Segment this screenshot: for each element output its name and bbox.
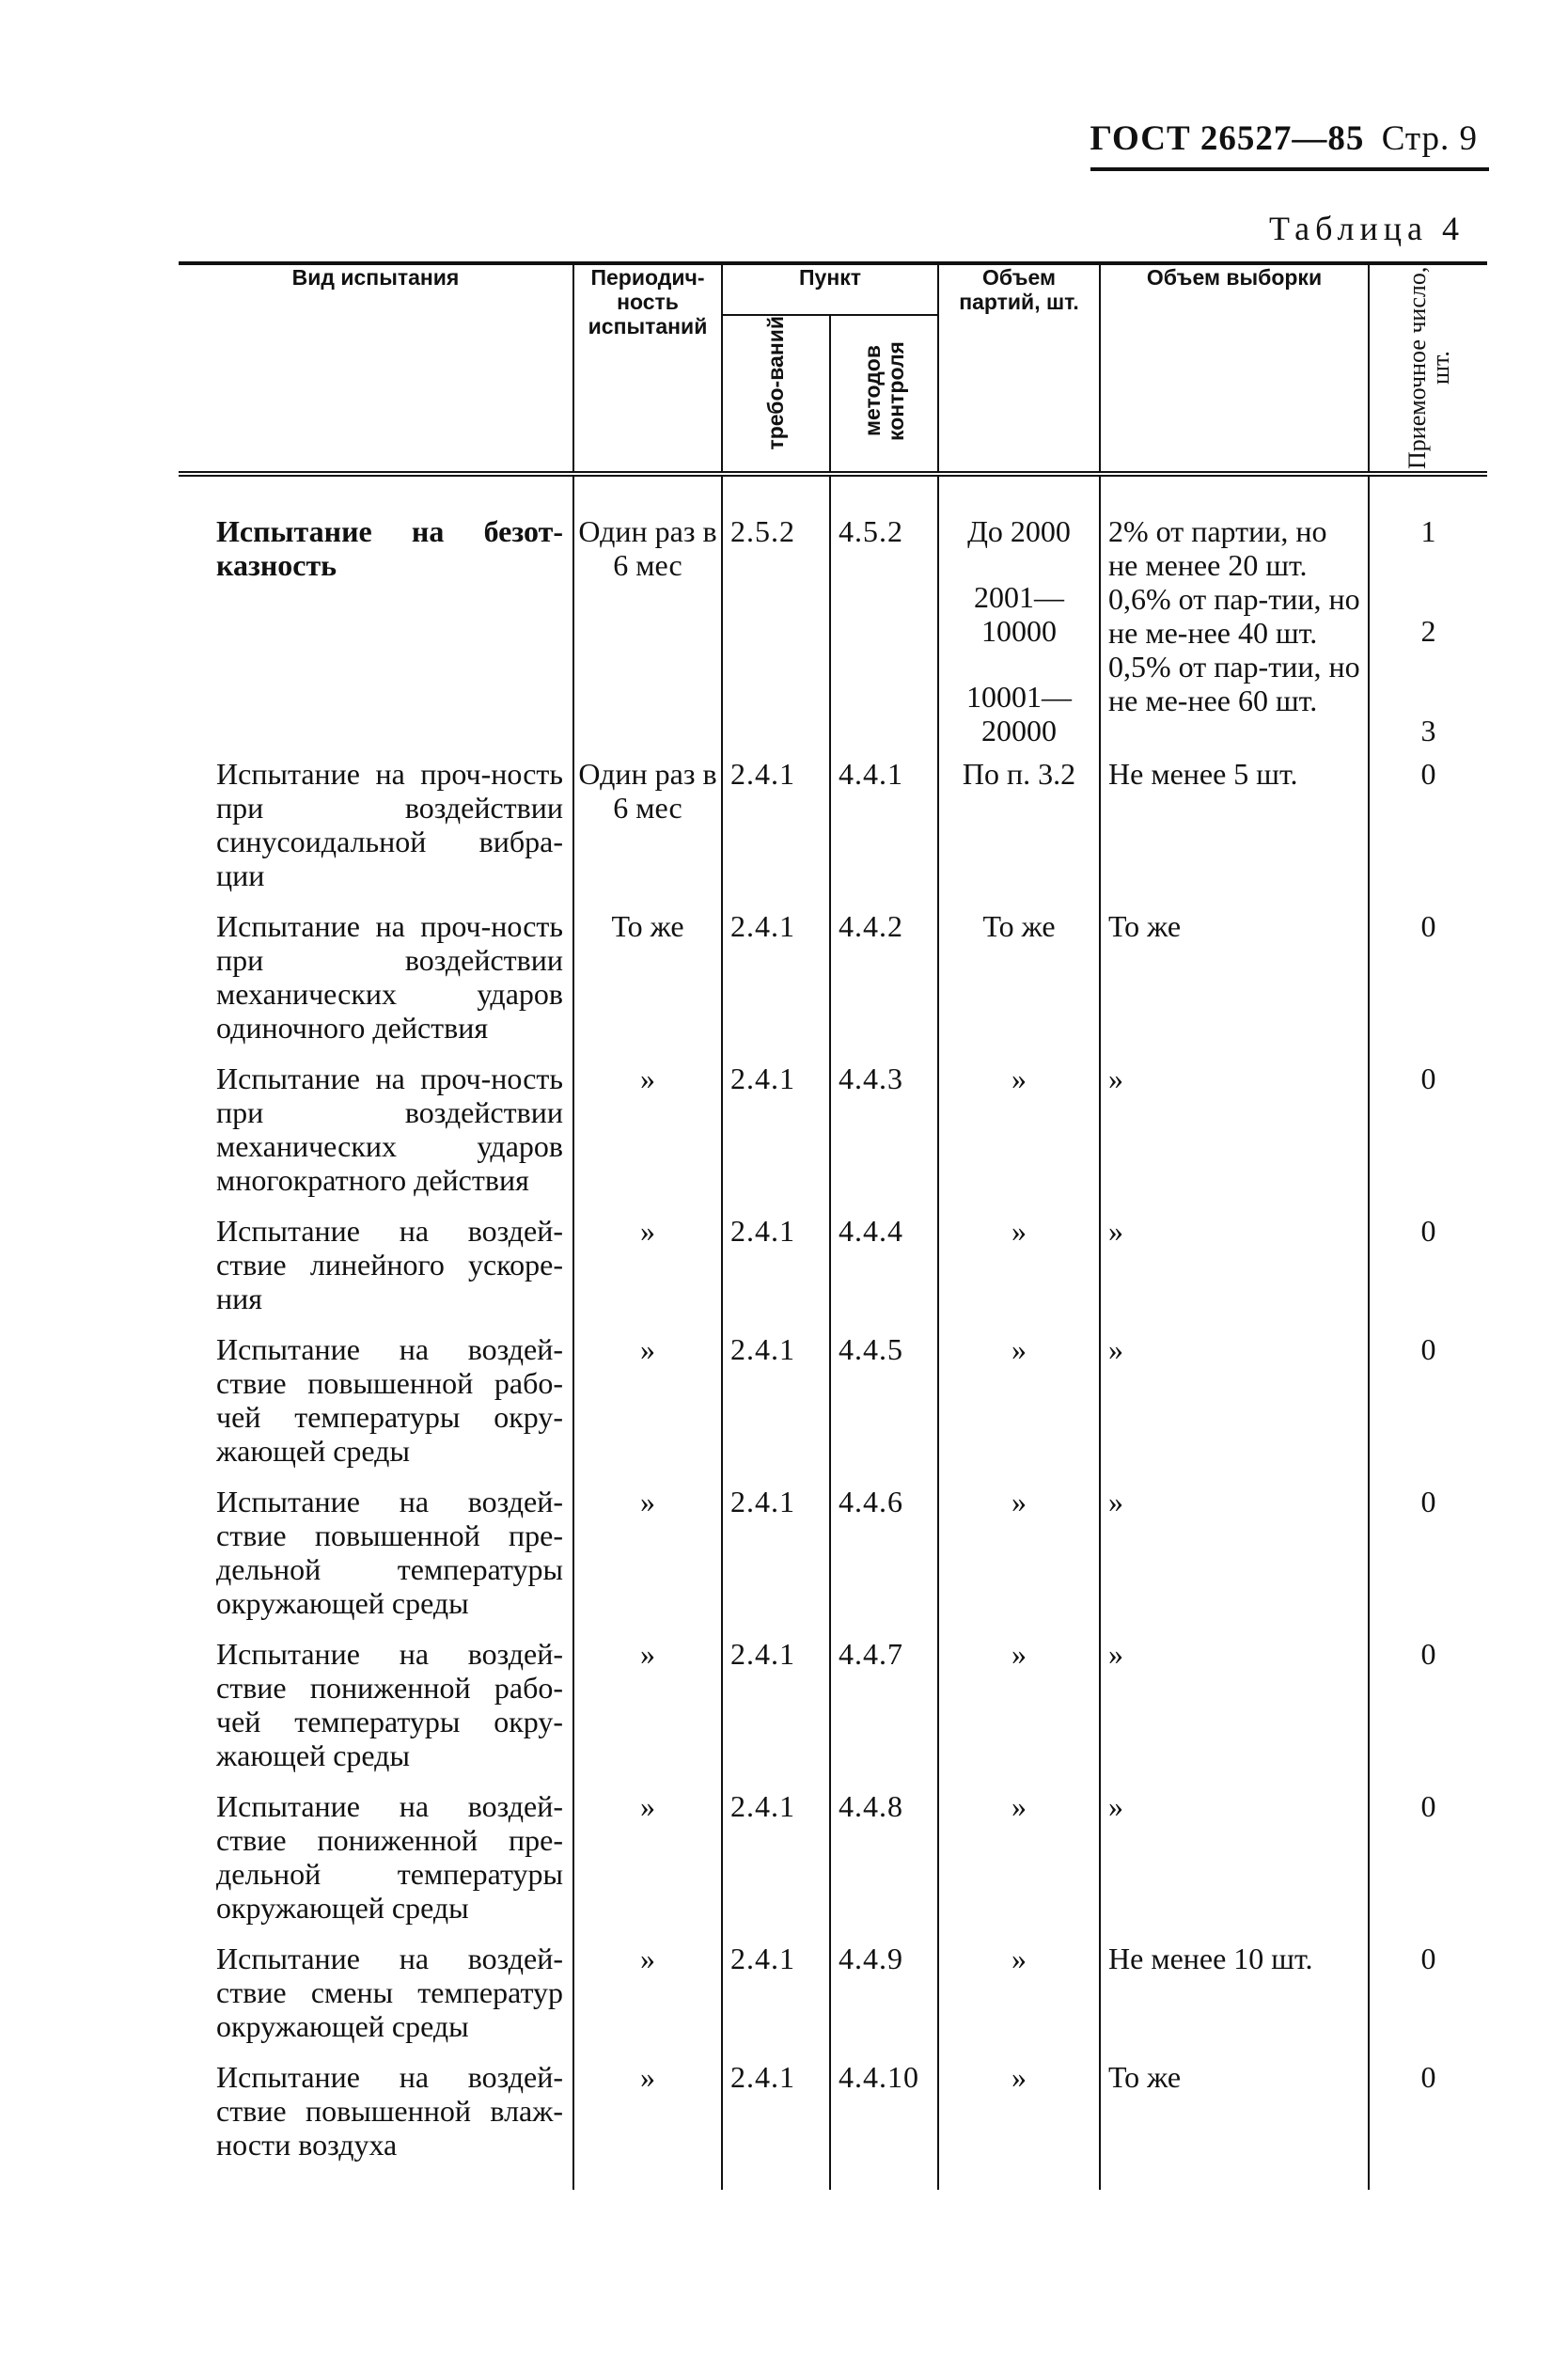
method-header-label: методов контроля <box>859 341 908 441</box>
header-rule <box>1090 167 1489 171</box>
req-clause: 2.4.1 <box>722 1932 830 2051</box>
test-period: То же <box>573 900 722 1052</box>
method-clause: 4.4.4 <box>830 1204 938 1323</box>
lot-size: » <box>938 1932 1100 2051</box>
table-row <box>179 1475 1487 1628</box>
table-row <box>179 900 1487 1052</box>
method-clause: 4.4.8 <box>830 1780 938 1932</box>
sample-size: Не менее 10 шт. <box>1100 1932 1369 2051</box>
accept-number: 0 <box>1369 1628 1487 1780</box>
lot-size: 10001—20000 <box>966 680 1072 747</box>
page-header <box>1090 118 1478 159</box>
lot-size: » <box>938 1780 1100 1932</box>
accept-number: 0 <box>1369 1323 1487 1475</box>
lot-size: » <box>938 1052 1100 1204</box>
sample-size: » <box>1100 1780 1369 1932</box>
test-name: Испытание на безот-казность <box>216 514 563 582</box>
method-clause: 4.4.10 <box>830 2051 938 2190</box>
test-period: Один раз в 6 мес <box>573 474 722 747</box>
test-period: » <box>573 1323 722 1475</box>
page-number: Стр. 9 <box>1381 119 1478 158</box>
method-clause: 4.4.3 <box>830 1052 938 1204</box>
sample-size: » <box>1100 1628 1369 1780</box>
req-clause: 2.4.1 <box>722 1323 830 1475</box>
tests-table <box>179 261 1487 2190</box>
lot-size: То же <box>938 900 1100 1052</box>
accept-header-label: Приемочное число, шт. <box>1403 266 1454 470</box>
document-number: ГОСТ 26527—85 <box>1090 119 1365 158</box>
test-name: Испытание на проч-ность при воздействии синусоидальной вибра-ции <box>216 757 563 892</box>
table-title: Таблица 4 <box>1269 210 1465 247</box>
method-clause: 4.4.1 <box>830 747 938 900</box>
test-period: » <box>573 1628 722 1780</box>
sample-size: То же <box>1100 900 1369 1052</box>
col-header-sample: Объем выборки <box>1100 263 1369 474</box>
col-header-name: Вид испытания <box>291 265 460 290</box>
sample-size: 0,6% от пар-тии, но не ме-нее 40 шт. <box>1108 582 1360 650</box>
accept-number: 0 <box>1369 747 1487 900</box>
test-period: » <box>573 2051 722 2190</box>
table-row <box>179 474 1487 747</box>
test-period: » <box>573 1204 722 1323</box>
lot-size: До 2000 <box>967 514 1071 548</box>
lot-size: » <box>938 1323 1100 1475</box>
accept-number: 2 <box>1420 614 1436 648</box>
method-clause: 4.5.2 <box>830 474 938 747</box>
table-row <box>179 1323 1487 1475</box>
sample-size-cell <box>1100 474 1369 747</box>
req-clause: 2.4.1 <box>722 1780 830 1932</box>
accept-number: 0 <box>1369 1204 1487 1323</box>
req-clause: 2.4.1 <box>722 1475 830 1628</box>
accept-number: 0 <box>1369 2051 1487 2190</box>
test-name: Испытание на воздей-ствие повышенной пре-дельной температуры окружающей среды <box>216 1485 563 1620</box>
accept-number: 0 <box>1369 1475 1487 1628</box>
lot-size: » <box>938 1475 1100 1628</box>
req-clause: 2.4.1 <box>722 900 830 1052</box>
lot-size: По п. 3.2 <box>938 747 1100 900</box>
req-clause: 2.4.1 <box>722 2051 830 2190</box>
test-name: Испытание на воздей-ствие пониженной пре-дельной температуры окружающей среды <box>216 1789 563 1925</box>
table-row <box>179 1628 1487 1780</box>
method-clause: 4.4.7 <box>830 1628 938 1780</box>
lot-size: 2001—10000 <box>974 580 1064 648</box>
table-row <box>179 747 1487 900</box>
accept-number: 0 <box>1369 1932 1487 2051</box>
sample-size: » <box>1100 1204 1369 1323</box>
test-name: Испытание на воздей-ствие смены температур окружающей среды <box>216 1942 563 2043</box>
col-header-accept <box>1369 263 1487 474</box>
test-period: Один раз в 6 мес <box>573 747 722 900</box>
col-header-req <box>722 315 830 474</box>
col-header-period: Периодич-ность испытаний <box>573 263 722 474</box>
test-name: Испытание на воздей-ствие повышенной влаж-ности воздуха <box>216 2060 563 2162</box>
method-clause: 4.4.5 <box>830 1323 938 1475</box>
lot-size: » <box>938 1204 1100 1323</box>
accept-number: 0 <box>1369 1052 1487 1204</box>
col-header-lot: Объем партий, шт. <box>938 263 1100 474</box>
test-period: » <box>573 1475 722 1628</box>
sample-size: » <box>1100 1323 1369 1475</box>
req-clause: 2.4.1 <box>722 1628 830 1780</box>
method-clause: 4.4.6 <box>830 1475 938 1628</box>
test-name: Испытание на воздей-ствие повышенной рабо-чей температуры окру-жающей среды <box>216 1332 563 1468</box>
accept-number: 0 <box>1369 1780 1487 1932</box>
test-period: » <box>573 1932 722 2051</box>
table-row <box>179 1052 1487 1204</box>
accept-number: 0 <box>1369 900 1487 1052</box>
lot-size: » <box>938 1628 1100 1780</box>
method-clause: 4.4.9 <box>830 1932 938 2051</box>
test-name: Испытание на воздей-ствие пониженной рабо-чей температуры окру-жающей среды <box>216 1637 563 1772</box>
req-clause: 2.5.2 <box>722 474 830 747</box>
col-header-method <box>830 315 938 474</box>
accept-number: 3 <box>1420 714 1436 747</box>
accept-number-cell <box>1369 474 1487 747</box>
lot-size-cell <box>938 474 1100 747</box>
lot-size: » <box>938 2051 1100 2190</box>
test-name: Испытание на воздей-ствие линейного ускоре-ния <box>216 1214 563 1315</box>
test-period: » <box>573 1780 722 1932</box>
test-name: Испытание на проч-ность при воздействии механических ударов многократного действия <box>216 1062 563 1197</box>
req-clause: 2.4.1 <box>722 747 830 900</box>
req-header-label: требо-ваний <box>763 316 788 450</box>
col-header-punkt: Пункт <box>722 263 938 315</box>
table-row <box>179 1204 1487 1323</box>
sample-size: 2% от партии, но не менее 20 шт. <box>1108 514 1327 582</box>
test-period: » <box>573 1052 722 1204</box>
table-row <box>179 1932 1487 2051</box>
method-clause: 4.4.2 <box>830 900 938 1052</box>
sample-size: Не менее 5 шт. <box>1100 747 1369 900</box>
table-row <box>179 1780 1487 1932</box>
sample-size: » <box>1100 1475 1369 1628</box>
sample-size: 0,5% от пар-тии, но не ме-нее 60 шт. <box>1108 650 1360 717</box>
accept-number: 1 <box>1420 514 1436 548</box>
req-clause: 2.4.1 <box>722 1204 830 1323</box>
req-clause: 2.4.1 <box>722 1052 830 1204</box>
test-name: Испытание на проч-ность при воздействии механических ударов одиночного действия <box>216 909 563 1045</box>
sample-size: » <box>1100 1052 1369 1204</box>
table-row <box>179 2051 1487 2190</box>
sample-size: То же <box>1100 2051 1369 2190</box>
